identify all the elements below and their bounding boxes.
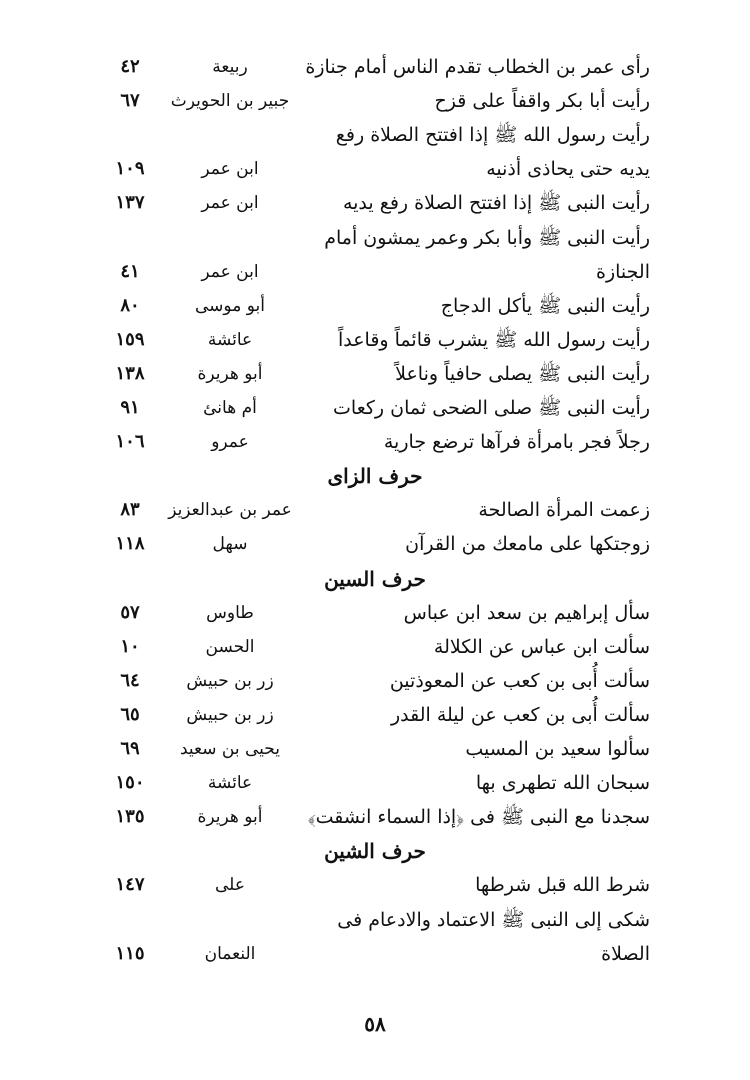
hadith-opening: شكى إلى النبى ﷺ الاعتماد والادعام فى [337,908,650,931]
index-entry [0,493,750,527]
hadith-opening: زوجتكها على مامعك من القرآن [405,533,650,556]
index-entry [0,84,750,118]
narrator: يحيى بن سعيد [180,739,280,759]
narrator: على [215,875,245,896]
page-ref: ١٥٩ [115,328,145,350]
page-number: ٥٨ [364,1012,386,1036]
hadith-opening: رأيت النبى ﷺ صلى الضحى ثمان ركعات [333,397,650,419]
hadith-opening: رأيت النبى ﷺ يأكل الدجاج [440,294,650,317]
page-ref: ١٥٠ [115,772,145,794]
narrator: ربيعة [212,57,248,77]
page-ref: ١٤٧ [115,874,145,896]
page-ref: ٤٢ [120,56,140,77]
narrator: طاوس [206,602,254,623]
hadith-opening: رأيت النبى ﷺ إذا افتتح الصلاة رفع يديه [342,192,650,215]
narrator: جبير بن الحويرث [170,91,290,112]
hadith-opening: رأيت النبى ﷺ وأبا بكر وعمر يمشون أمام [324,226,650,249]
hadith-opening: سبحان الله تطهرى بها [475,772,650,795]
index-entry [0,664,750,698]
page-ref: ٦٥ [120,703,140,725]
narrator: عمرو [211,432,249,453]
narrator: ابن عمر [201,193,259,214]
index-entry [0,903,750,937]
index-entry [0,357,750,391]
page-ref: ١١٨ [115,533,145,555]
hadith-opening: شرط الله قبل شرطها [475,874,650,897]
section-heading: حرف الزاى [327,464,423,489]
narrator: النعمان [204,943,256,964]
index-entry [0,868,750,902]
narrator: أبو هريرة [197,807,263,828]
index-entry [0,152,750,186]
index-entry [0,766,750,800]
index-entry [0,50,750,84]
index-entry [0,630,750,664]
hadith-opening: سألت أُبى بن كعب عن ليلة القدر [390,703,650,726]
hadith-opening: سجدنا مع النبى ﷺ فى ﴿إذا السماء انشقت﴾ [307,806,650,829]
narrator: زر بن حبيش [186,704,274,725]
index-entry [0,186,750,220]
page-ref: ٦٧ [120,90,140,112]
hadith-opening: الصلاة [601,942,650,965]
page-ref: ٨٠ [120,294,140,316]
section-heading-row [0,459,750,493]
narrator: عمر بن عبدالعزيز [168,500,292,521]
page-ref: ٥٧ [120,601,140,623]
index-entry [0,221,750,255]
index-entry [0,698,750,732]
hadith-opening: يديه حتى يحاذى أذنيه [486,158,650,181]
narrator: أم هانئ [203,398,257,418]
hadith-opening: سألت أُبى بن كعب عن المعوذتين [389,669,650,692]
section-heading: حرف الشين [324,839,426,864]
hadith-opening: سأل إبراهيم بن سعد ابن عباس [403,601,650,624]
page-ref: ١٠ [120,635,140,657]
index-entry [0,118,750,152]
index-entry [0,732,750,766]
hadith-opening: رجلاً فجر بامرأة فرآها ترضع جارية [383,431,650,454]
narrator: أبو هريرة [197,363,263,384]
page-ref: ٩١ [120,397,140,418]
narrator: ابن عمر [201,159,259,180]
page-ref: ١٣٧ [115,192,145,214]
index-entry [0,596,750,630]
index-entry [0,527,750,561]
narrator: عائشة [207,773,253,794]
hadith-opening: رأيت النبى ﷺ يصلى حافياً وناعلاً [395,362,650,385]
page-ref: ١٣٥ [115,806,145,828]
page-ref: ٦٩ [120,738,140,759]
section-heading: حرف السين [324,566,426,591]
hadith-opening: الجنازة [596,260,650,283]
hadith-opening: رأيت رسول الله ﷺ يشرب قائماً وقاعداً [337,328,650,351]
page-ref: ١٠٩ [115,158,145,180]
hadith-opening: سألوا سعيد بن المسيب [465,738,650,760]
index-entry [0,289,750,323]
page-ref: ١٠٦ [115,431,145,453]
section-heading-row [0,834,750,868]
page-ref: ٦٤ [120,669,140,691]
narrator: سهل [212,534,248,555]
index-entry [0,800,750,834]
narrator: أبو موسى [195,295,265,316]
index-entry [0,255,750,289]
page-ref: ١١٥ [115,942,145,964]
hadith-opening: زعمت المرأة الصالحة [478,499,650,522]
page-ref: ١٣٨ [115,362,145,384]
narrator: الحسن [205,636,255,657]
hadith-opening: رأى عمر بن الخطاب تقدم الناس أمام جنازة [305,56,650,78]
narrator: ابن عمر [201,261,259,282]
index-entry [0,391,750,425]
page-ref: ٨٣ [120,499,140,521]
hadith-opening: رأيت رسول الله ﷺ إذا افتتح الصلاة رفع [335,124,650,147]
page-ref: ٤١ [120,260,140,282]
narrator: عائشة [207,329,253,350]
index-entry [0,323,750,357]
hadith-opening: سألت ابن عباس عن الكلالة [433,635,650,658]
hadith-opening: رأيت أبا بكر واقفاً على قزح [434,90,650,113]
index-entry [0,937,750,971]
index-entry [0,425,750,459]
narrator: زر بن حبيش [186,670,274,691]
section-heading-row [0,562,750,596]
